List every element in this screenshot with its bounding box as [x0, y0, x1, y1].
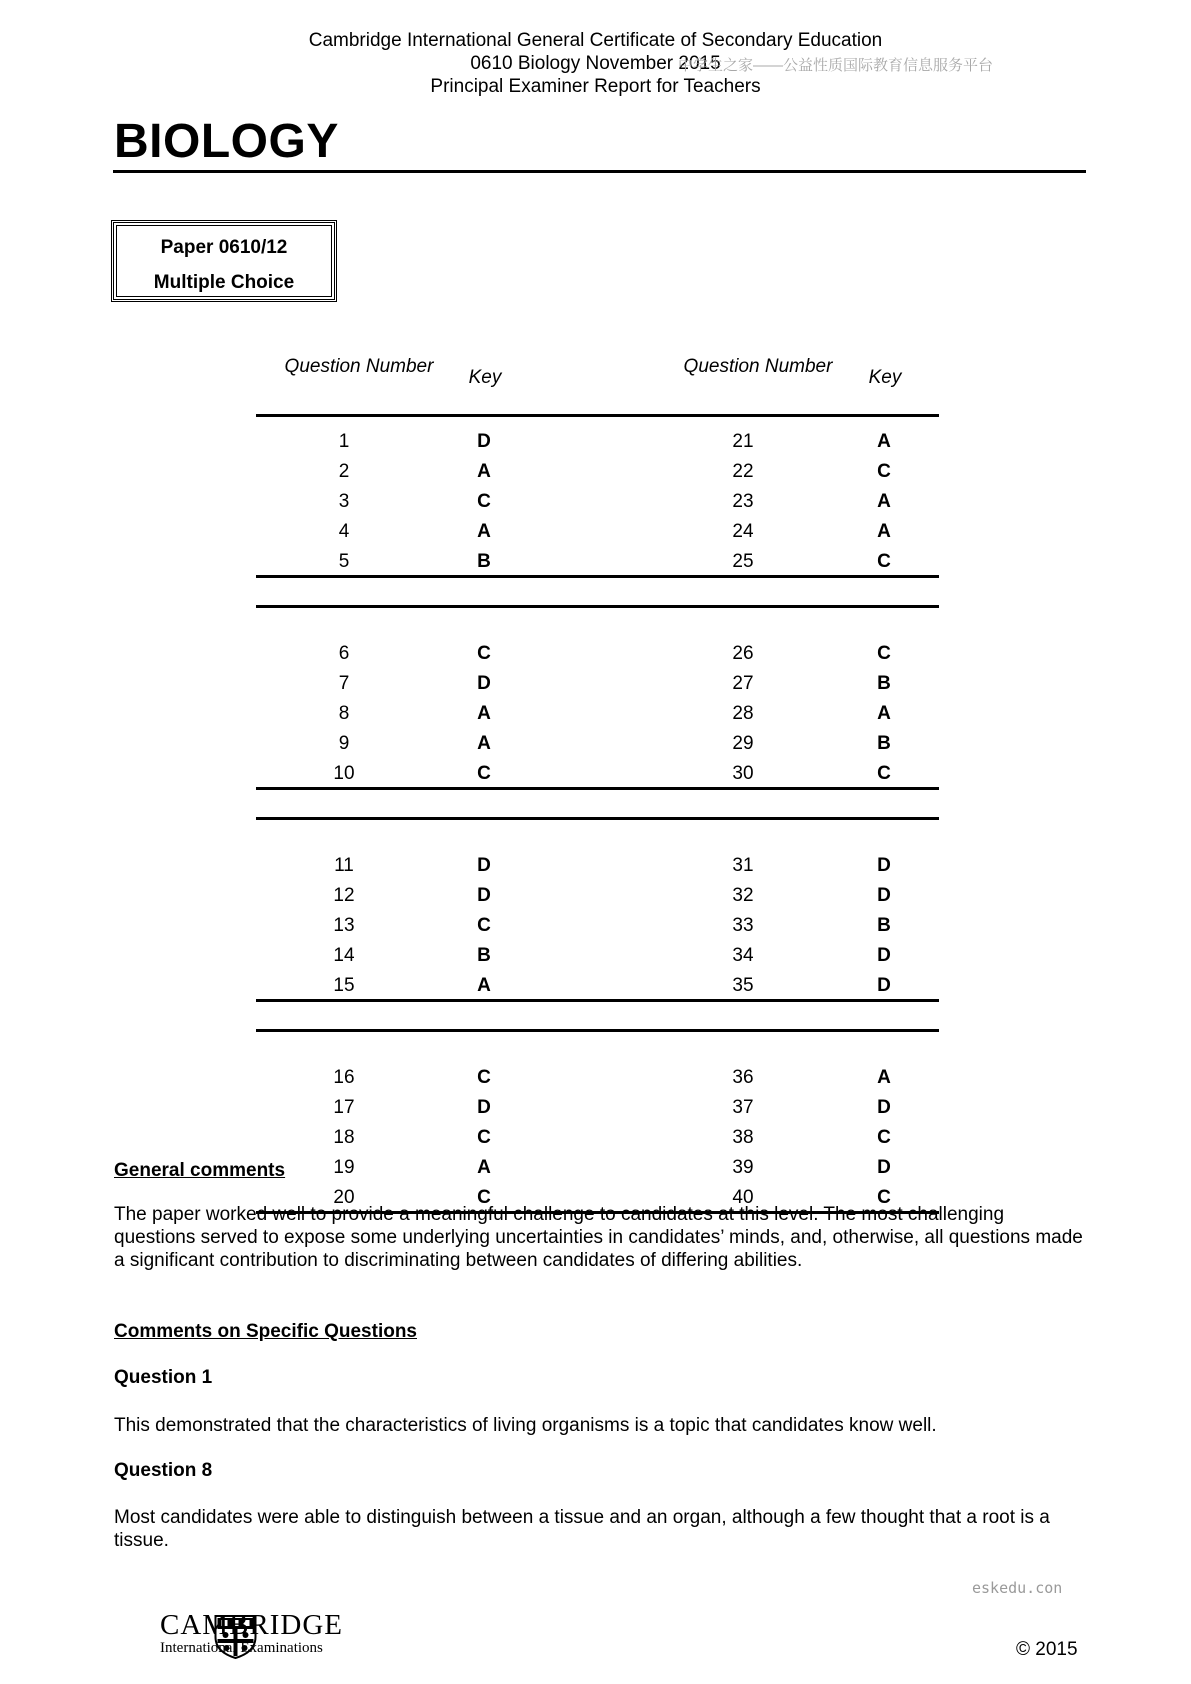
answer-key: D: [877, 945, 891, 966]
title-divider: [113, 170, 1086, 173]
question-number: 5: [338, 551, 350, 572]
question-number: 31: [732, 855, 754, 876]
question-number: 24: [732, 521, 754, 542]
group-bottom-rule: [256, 575, 939, 578]
paper-type: Multiple Choice: [153, 272, 295, 293]
question-number: 11: [334, 855, 354, 876]
answer-key: C: [877, 1127, 891, 1148]
question-number: 28: [732, 703, 754, 724]
answer-key: A: [477, 703, 491, 724]
group-top-rule: [256, 817, 939, 820]
question-number: 34: [732, 945, 754, 966]
answer-key-table: [256, 355, 939, 1208]
answer-key: B: [477, 945, 491, 966]
question-number: 3: [338, 491, 350, 512]
answer-key: B: [877, 673, 891, 694]
question-number: 25: [732, 551, 754, 572]
question-number: 7: [338, 673, 350, 694]
question-number: 22: [732, 461, 754, 482]
group-bottom-rule: [256, 787, 939, 790]
answer-key: B: [877, 733, 891, 754]
question-number: 21: [732, 431, 754, 452]
question-number: 1: [338, 431, 350, 452]
question-1-heading: Question 1: [114, 1367, 213, 1388]
question-number: 36: [732, 1067, 754, 1088]
logo-subtitle: International Examinations: [160, 1640, 323, 1656]
question-number: 30: [732, 763, 754, 784]
question-number: 17: [333, 1097, 355, 1118]
question-1-comment: This demonstrated that the characteristics of living organisms is a topic that candidates know well.: [114, 1415, 937, 1436]
answer-key: C: [877, 1187, 891, 1208]
answer-key: C: [877, 551, 891, 572]
question-number: 39: [732, 1157, 754, 1178]
answer-key: C: [477, 915, 491, 936]
question-number: 15: [333, 975, 355, 996]
group-bottom-rule: [256, 999, 939, 1002]
table-header-rule: [256, 414, 939, 417]
paper-info-box: [111, 220, 337, 302]
question-number: 20: [333, 1187, 355, 1208]
answer-key: D: [477, 1097, 491, 1118]
answer-key: C: [477, 491, 491, 512]
answer-key: A: [477, 975, 491, 996]
answer-key: D: [477, 673, 491, 694]
question-number: 33: [732, 915, 754, 936]
header-course: 0610 Biology November 2015: [470, 53, 721, 74]
answer-key: A: [877, 521, 891, 542]
answer-key: A: [477, 733, 491, 754]
question-8-comment: Most candidates were able to distinguish between a tissue and an organ, although a few thought that a root is a tissue.: [114, 1507, 1050, 1551]
general-comments-body: The paper worked well to provide a meaningful challenge to candidates at this level. The most challenging questions served to expose some underlying uncertainties in candidates’ minds, and, otherwise, all questions made a significant contribution to discriminating between candidates of differing abilities.: [114, 1204, 1083, 1271]
watermark-text: 中学生之家——公益性质国际教育信息服务平台: [678, 57, 994, 74]
answer-key: C: [877, 643, 891, 664]
question-number: 10: [333, 763, 355, 784]
answer-key: C: [877, 461, 891, 482]
answer-key: D: [877, 855, 891, 876]
column-header-key-right: Key: [868, 367, 902, 388]
question-number: 27: [732, 673, 754, 694]
answer-key: C: [477, 1127, 491, 1148]
header-report-type: Principal Examiner Report for Teachers: [430, 76, 761, 97]
question-number: 26: [732, 643, 754, 664]
answer-key: C: [477, 1067, 491, 1088]
answer-key: D: [477, 885, 491, 906]
question-number: 4: [338, 521, 350, 542]
answer-key: D: [477, 431, 491, 452]
answer-key: A: [477, 461, 491, 482]
answer-key: A: [877, 491, 891, 512]
header-qualification: Cambridge International General Certificate of Secondary Education: [308, 30, 883, 51]
question-number: 16: [333, 1067, 355, 1088]
question-number: 19: [333, 1157, 355, 1178]
answer-key: B: [477, 551, 491, 572]
question-number: 9: [338, 733, 350, 754]
answer-key: C: [477, 1187, 491, 1208]
question-number: 23: [732, 491, 754, 512]
question-number: 14: [333, 945, 355, 966]
answer-key: A: [877, 1067, 891, 1088]
general-comments-heading: General comments: [114, 1160, 286, 1181]
answer-key: D: [877, 975, 891, 996]
question-number: 37: [732, 1097, 754, 1118]
answer-key: D: [477, 855, 491, 876]
answer-key: B: [877, 915, 891, 936]
question-number: 8: [338, 703, 350, 724]
question-number: 38: [732, 1127, 754, 1148]
question-number: 18: [333, 1127, 355, 1148]
answer-key: C: [477, 643, 491, 664]
question-number: 35: [732, 975, 754, 996]
subject-title: BIOLOGY: [114, 115, 339, 168]
footer-watermark: eskedu.con: [972, 1579, 1063, 1597]
answer-key: A: [477, 1157, 491, 1178]
column-header-question-number-right: Question Number: [683, 356, 833, 377]
specific-comments-heading: Comments on Specific Questions: [114, 1321, 417, 1342]
answer-key: D: [877, 1157, 891, 1178]
question-number: 32: [732, 885, 754, 906]
answer-key: A: [477, 521, 491, 542]
question-8-heading: Question 8: [114, 1460, 213, 1481]
logo-wordmark: CAMBRIDGE: [160, 1609, 344, 1641]
question-number: 6: [338, 643, 350, 664]
column-header-key-left: Key: [468, 367, 502, 388]
column-header-question-number-left: Question Number: [284, 356, 434, 377]
group-top-rule: [256, 1029, 939, 1032]
answer-key: A: [877, 431, 891, 452]
answer-key: D: [877, 885, 891, 906]
copyright-notice: © 2015: [1016, 1639, 1078, 1660]
answer-key: A: [877, 703, 891, 724]
question-number: 13: [333, 915, 355, 936]
question-number: 29: [732, 733, 754, 754]
question-number: 2: [338, 461, 350, 482]
answer-key: C: [877, 763, 891, 784]
question-number: 12: [333, 885, 355, 906]
answer-key: C: [477, 763, 491, 784]
answer-key: D: [877, 1097, 891, 1118]
group-top-rule: [256, 605, 939, 608]
paper-code: Paper 0610/12: [160, 237, 288, 258]
question-number: 40: [732, 1187, 754, 1208]
